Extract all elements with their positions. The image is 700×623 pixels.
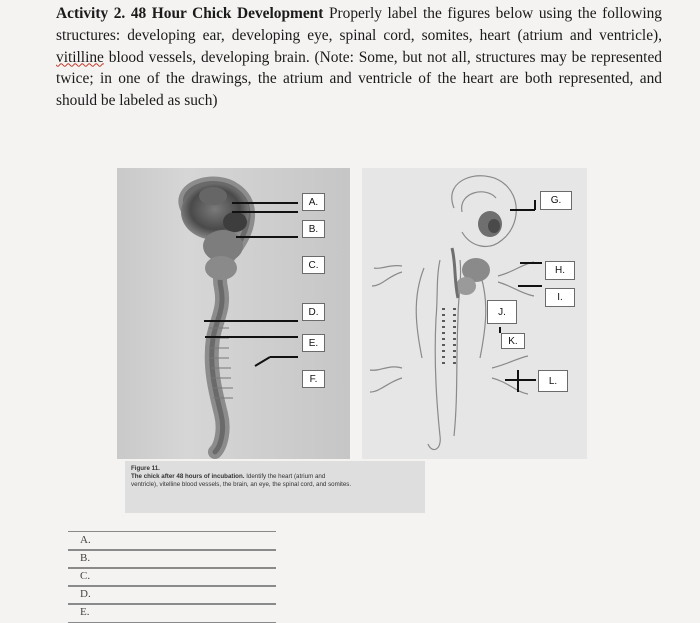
- diagram-label-h: H.: [545, 261, 575, 280]
- answer-letter-c: C.: [80, 570, 91, 582]
- photo-label-b: B.: [302, 220, 325, 238]
- photo-label-d: D.: [302, 303, 325, 321]
- answer-row-b: [68, 549, 278, 568]
- caption-title: Figure 11.: [131, 465, 160, 472]
- answer-letter-d: D.: [80, 588, 91, 600]
- diagram-label-g: G.: [540, 191, 572, 210]
- caption-text-1: Identify the heart (atrium and: [244, 473, 326, 480]
- answer-field-b[interactable]: [68, 549, 276, 569]
- caption-line-2: ventricle), vitelline blood vessels, the brain, an eye, the spinal cord, and somites.: [131, 481, 352, 488]
- answer-letter-e: E.: [80, 606, 90, 618]
- photo-label-e: E.: [302, 334, 325, 352]
- answer-row-c: [68, 567, 278, 586]
- photo-label-a: A.: [302, 193, 325, 211]
- answer-row-a: [68, 531, 278, 550]
- diagram-label-j: J.: [487, 300, 517, 324]
- answer-field-e[interactable]: [68, 603, 276, 623]
- answer-letter-b: B.: [80, 552, 91, 564]
- answer-field-c[interactable]: [68, 567, 276, 587]
- answer-letter-a: A.: [80, 534, 91, 546]
- photo-label-c: C.: [302, 256, 325, 274]
- caption-bold: The chick after 48 hours of incubation.: [131, 473, 245, 480]
- answer-field-a[interactable]: [68, 531, 276, 551]
- answer-field-d[interactable]: [68, 585, 276, 605]
- photo-label-f: F.: [302, 370, 325, 388]
- answer-row-e: [68, 603, 278, 622]
- diagram-label-k: K.: [501, 333, 525, 349]
- figure-caption: [125, 461, 425, 513]
- answer-row-d: [68, 585, 278, 604]
- instructions-text-1: Properly label the figures below using the following structures: developing ear, developing eye, spinal cord, somites, heart (atrium and ventricle),: [56, 5, 662, 44]
- instructions-text-2: blood vessels, developing brain. (Note: Some, but not all, structures may be represented twice; in one of the drawings, the atrium and ventricle of the heart are both represented, and should be labeled as such): [56, 48, 662, 110]
- caption-line-1: [131, 473, 419, 481]
- spelling-flag-vitilline: vitilline: [56, 48, 104, 66]
- diagram-label-l: L.: [538, 370, 568, 392]
- diagram-label-i: I.: [545, 288, 575, 307]
- activity-title: Activity 2. 48 Hour Chick Development: [56, 5, 324, 22]
